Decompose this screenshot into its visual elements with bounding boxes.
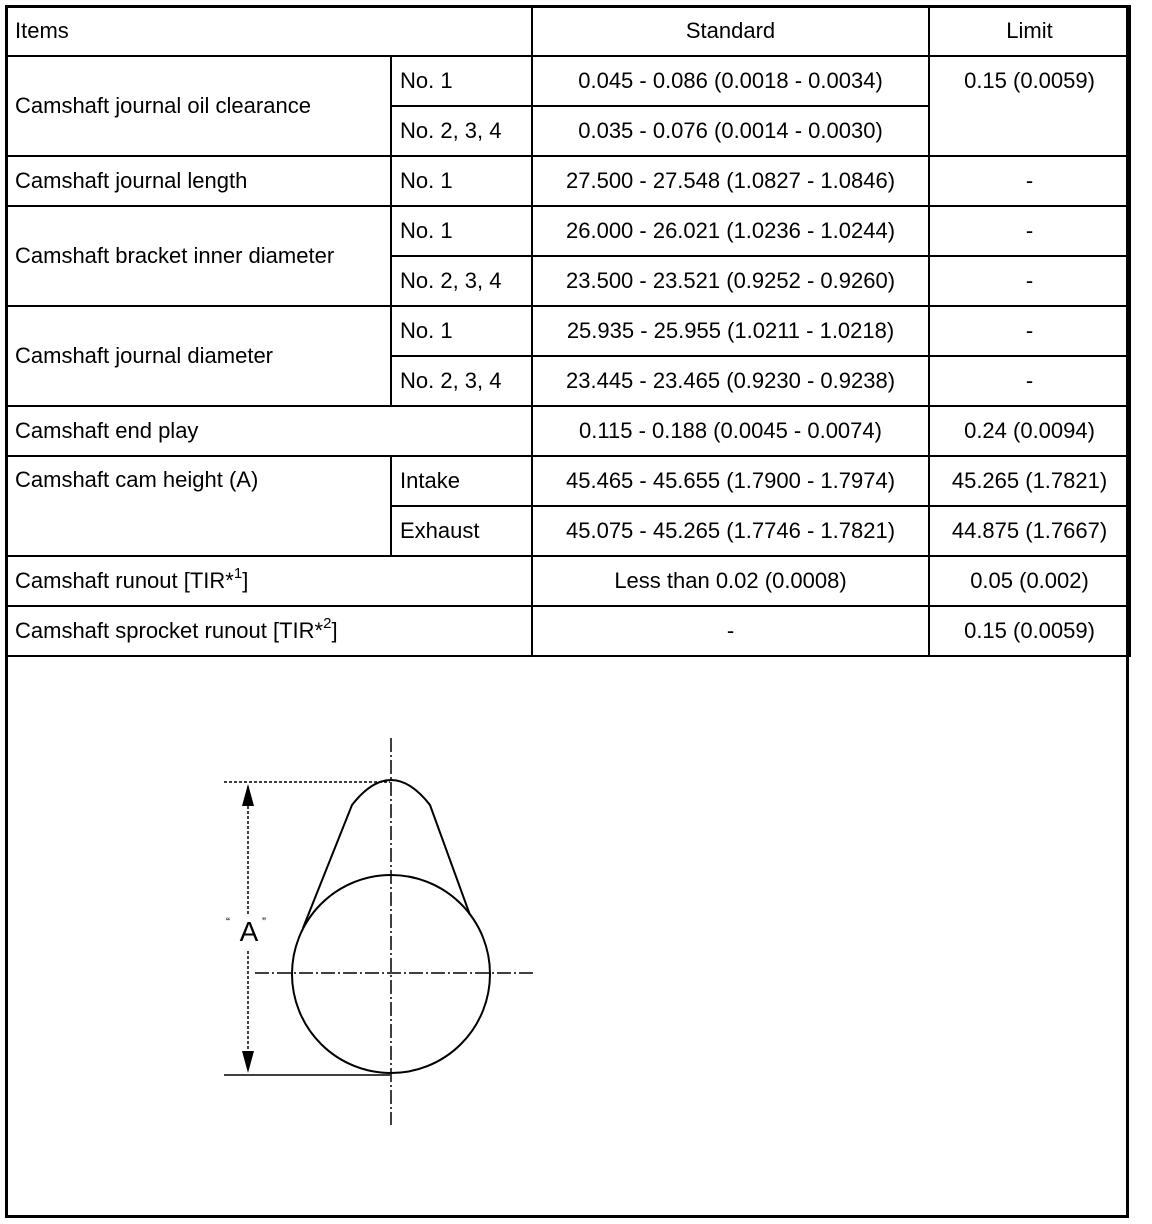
row-label xyxy=(6,606,532,656)
row-standard: 25.935 - 25.955 (1.0211 - 1.0218) xyxy=(532,306,929,356)
label-close-quote: ” xyxy=(262,915,266,929)
row-label: Camshaft journal diameter xyxy=(6,306,391,406)
label-open-quote: “ xyxy=(226,915,230,929)
cam-height-diagram xyxy=(200,720,540,1130)
row-standard: 27.500 - 27.548 (1.0827 - 1.0846) xyxy=(532,156,929,206)
cam-lobe xyxy=(303,780,470,928)
table-row xyxy=(6,556,1130,606)
row-standard: 23.500 - 23.521 (0.9252 - 0.9260) xyxy=(532,256,929,306)
row-sub: No. 1 xyxy=(391,306,532,356)
row-limit: 0.24 (0.0094) xyxy=(929,406,1130,456)
row-sub: No. 1 xyxy=(391,156,532,206)
row-limit: - xyxy=(929,206,1130,256)
row-label: Camshaft bracket inner diameter xyxy=(6,206,391,306)
row-limit: - xyxy=(929,356,1130,406)
arrow-down-icon xyxy=(242,1051,254,1073)
runout-label-text: Camshaft runout [TIR* xyxy=(15,568,234,593)
table-row xyxy=(6,606,1130,656)
row-sub: Intake xyxy=(391,456,532,506)
row-standard: 45.465 - 45.655 (1.7900 - 1.7974) xyxy=(532,456,929,506)
table-row xyxy=(6,406,1130,456)
row-standard: 0.115 - 0.188 (0.0045 - 0.0074) xyxy=(532,406,929,456)
row-limit: 44.875 (1.7667) xyxy=(929,506,1130,556)
row-standard: 23.445 - 23.465 (0.9230 - 0.9238) xyxy=(532,356,929,406)
row-sub: No. 2, 3, 4 xyxy=(391,106,532,156)
row-label: Camshaft cam height (A) xyxy=(6,456,391,556)
row-limit: - xyxy=(929,256,1130,306)
row-standard: 0.035 - 0.076 (0.0014 - 0.0030) xyxy=(532,106,929,156)
row-limit: - xyxy=(929,306,1130,356)
row-sub: No. 1 xyxy=(391,56,532,106)
row-standard: 0.045 - 0.086 (0.0018 - 0.0034) xyxy=(532,56,929,106)
row-limit: 45.265 (1.7821) xyxy=(929,456,1130,506)
sprocket-runout-label-text: Camshaft sprocket runout [TIR* xyxy=(15,618,324,643)
row-label: Camshaft journal oil clearance xyxy=(6,56,391,156)
footnote-marker: 2 xyxy=(323,614,332,632)
camshaft-spec-table xyxy=(5,5,1131,657)
row-label xyxy=(6,556,532,606)
sprocket-runout-label-close: ] xyxy=(331,618,338,643)
table-row xyxy=(6,456,1130,506)
row-limit: 0.05 (0.002) xyxy=(929,556,1130,606)
row-limit: - xyxy=(929,156,1130,206)
header-limit: Limit xyxy=(929,6,1130,56)
table-row xyxy=(6,56,1130,106)
table-header-row xyxy=(6,6,1130,56)
row-sub: No. 1 xyxy=(391,206,532,256)
runout-label-close: ] xyxy=(242,568,249,593)
table-row xyxy=(6,206,1130,256)
row-standard: Less than 0.02 (0.0008) xyxy=(532,556,929,606)
row-sub: No. 2, 3, 4 xyxy=(391,356,532,406)
row-label: Camshaft journal length xyxy=(6,156,391,206)
header-items: Items xyxy=(6,6,532,56)
row-standard: 45.075 - 45.265 (1.7746 - 1.7821) xyxy=(532,506,929,556)
header-standard: Standard xyxy=(532,6,929,56)
row-sub: No. 2, 3, 4 xyxy=(391,256,532,306)
footnote-marker: 1 xyxy=(233,564,243,582)
arrow-up-icon xyxy=(242,784,254,806)
row-standard: - xyxy=(532,606,929,656)
row-label: Camshaft end play xyxy=(6,406,532,456)
row-standard: 26.000 - 26.021 (1.0236 - 1.0244) xyxy=(532,206,929,256)
row-sub: Exhaust xyxy=(391,506,532,556)
row-limit: 0.15 (0.0059) xyxy=(929,606,1130,656)
table-row xyxy=(6,306,1130,356)
dimension-label: A xyxy=(239,916,259,947)
row-limit: 0.15 (0.0059) xyxy=(929,56,1130,156)
table-row xyxy=(6,156,1130,206)
